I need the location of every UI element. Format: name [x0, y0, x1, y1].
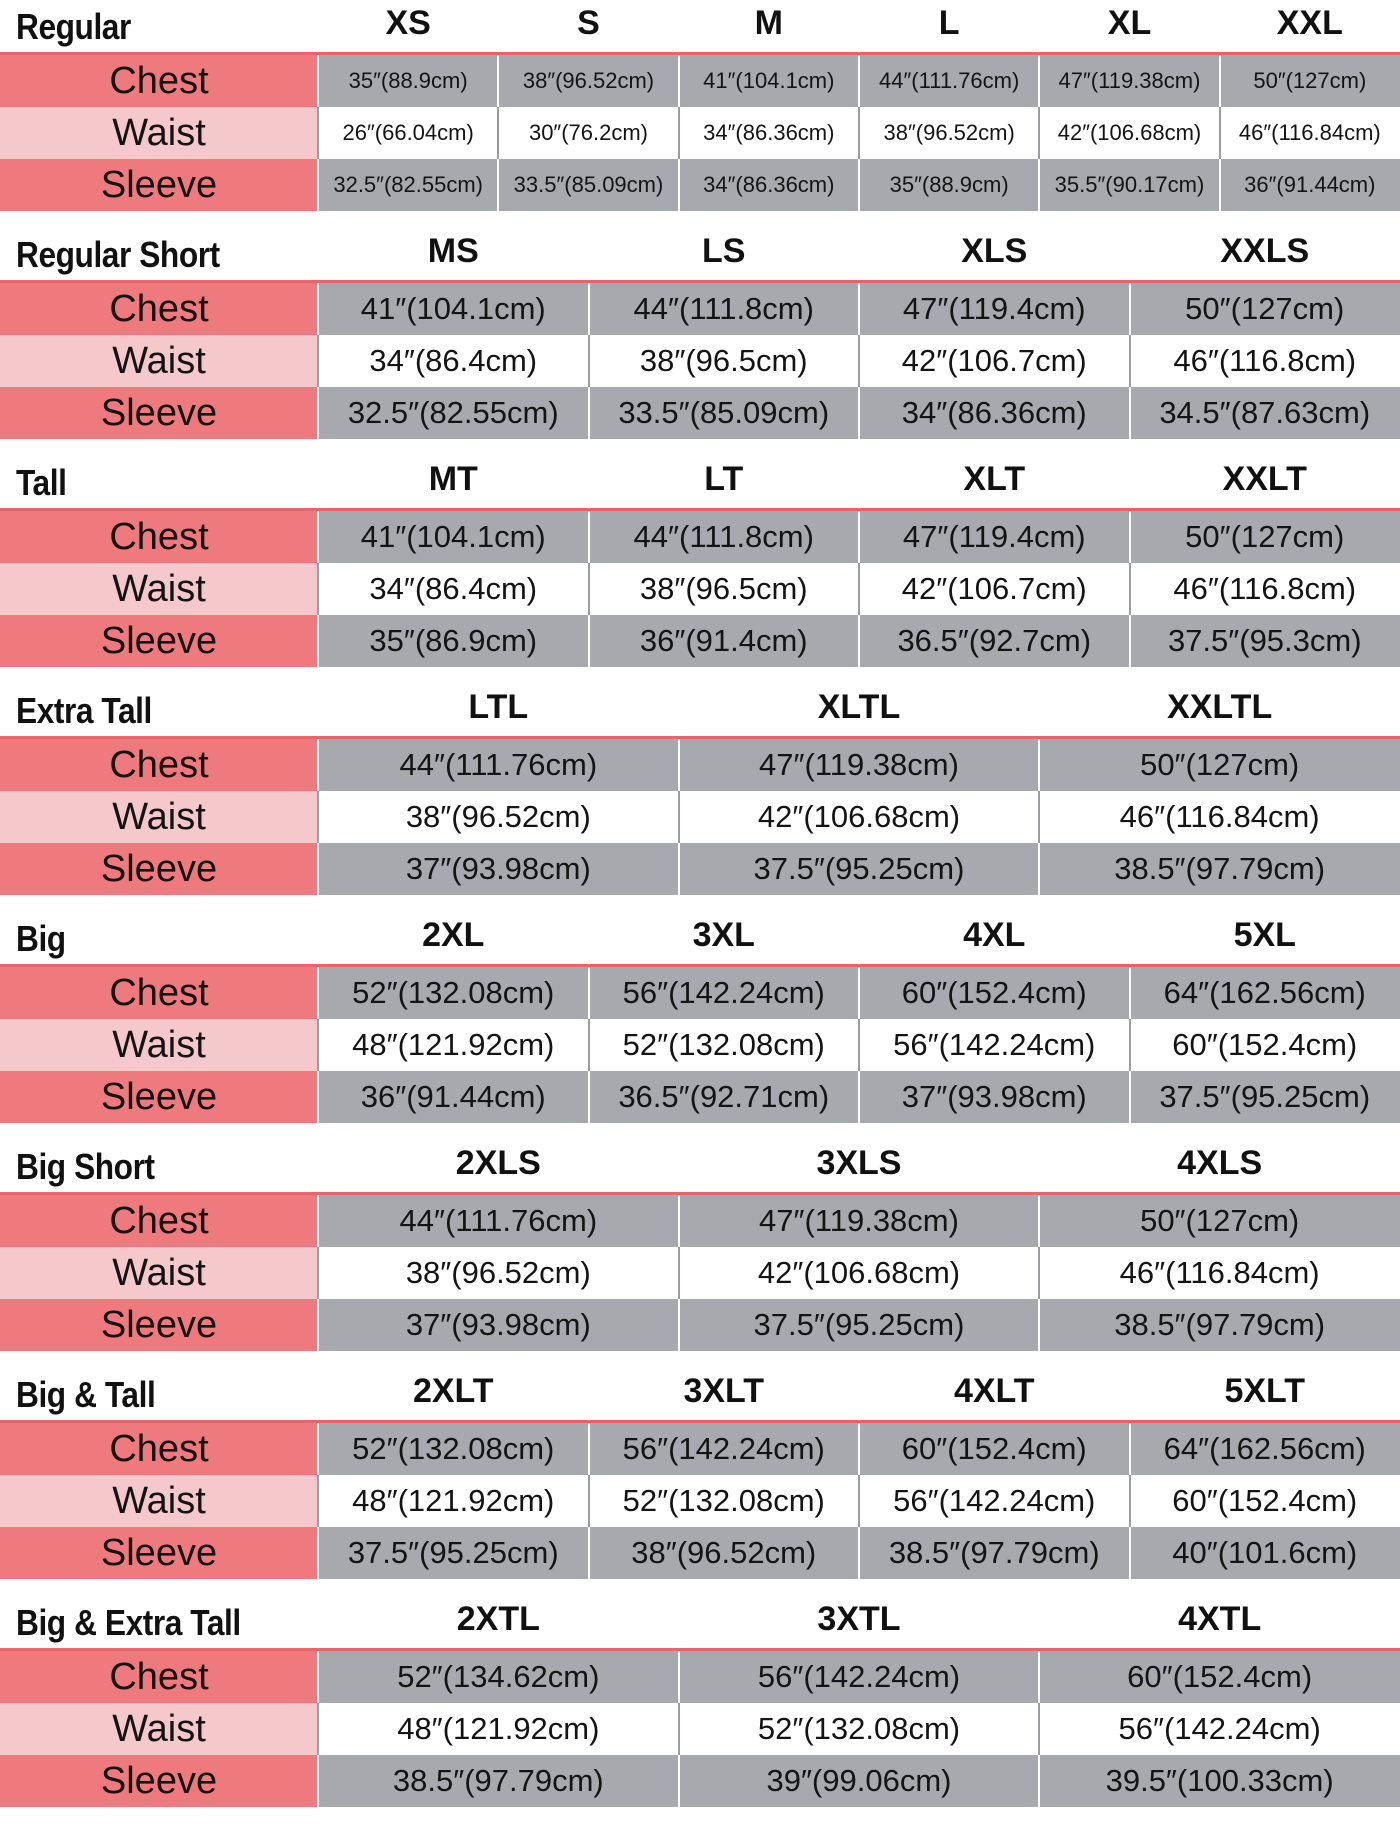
measurement-cell: 39.5″(100.33cm)	[1039, 1755, 1400, 1807]
column-divider	[317, 1195, 319, 1247]
column-divider	[1129, 1071, 1131, 1123]
measurement-cell: 44″(111.8cm)	[589, 283, 860, 335]
measurement-cell: 60″(152.4cm)	[859, 1423, 1130, 1475]
measurement-cell: 38″(96.5cm)	[589, 563, 860, 615]
measurement-cell: 47″(119.38cm)	[1039, 55, 1219, 107]
column-divider	[1129, 1527, 1131, 1579]
column-divider	[678, 159, 680, 211]
measure-row	[0, 1247, 1400, 1299]
column-divider	[317, 1651, 319, 1703]
row-label-sleeve: Sleeve	[0, 843, 318, 895]
column-divider	[1038, 1299, 1040, 1351]
column-divider	[317, 107, 319, 159]
size-section	[0, 228, 1400, 456]
column-divider	[678, 843, 680, 895]
row-label-sleeve: Sleeve	[0, 615, 318, 667]
measurement-cell: 47″(119.38cm)	[679, 1195, 1040, 1247]
column-divider	[317, 615, 319, 667]
column-divider	[317, 967, 319, 1019]
measurement-cell: 35″(88.9cm)	[318, 55, 498, 107]
section-header	[0, 912, 1400, 964]
measure-row	[0, 1299, 1400, 1351]
measurement-cell: 37.5″(95.25cm)	[318, 1527, 589, 1579]
size-header: XLTL	[679, 688, 1040, 727]
size-header: XXLT	[1130, 460, 1400, 499]
column-divider	[588, 335, 590, 387]
measurement-cell: 34″(86.4cm)	[318, 563, 589, 615]
column-divider	[588, 1423, 590, 1475]
measurement-cell: 52″(132.08cm)	[589, 1019, 860, 1071]
size-header: 4XLT	[859, 1372, 1130, 1411]
measure-row	[0, 335, 1400, 387]
size-header: 2XLS	[318, 1144, 679, 1183]
measurement-cell: 32.5″(82.55cm)	[318, 159, 498, 211]
row-label-waist: Waist	[0, 1247, 318, 1299]
size-header: L	[859, 4, 1039, 43]
measurement-cell: 56″(142.24cm)	[589, 967, 860, 1019]
measurement-cell: 37.5″(95.3cm)	[1130, 615, 1400, 667]
column-divider	[1038, 843, 1040, 895]
size-header: XS	[318, 4, 498, 43]
measurement-cell: 36″(91.44cm)	[1220, 159, 1400, 211]
measure-row	[0, 1423, 1400, 1475]
measurement-cell: 46″(116.84cm)	[1039, 1247, 1400, 1299]
column-divider	[858, 335, 860, 387]
column-divider	[1038, 107, 1040, 159]
measure-row	[0, 387, 1400, 439]
size-header: LS	[589, 232, 860, 271]
measurement-cell: 50″(127cm)	[1039, 1195, 1400, 1247]
column-divider	[678, 1703, 680, 1755]
column-divider	[858, 1475, 860, 1527]
category-title: Big & Extra Tall	[16, 1602, 241, 1644]
size-header: 4XLS	[1039, 1144, 1400, 1183]
measure-row	[0, 1071, 1400, 1123]
column-divider	[588, 967, 590, 1019]
measurement-cell: 37.5″(95.25cm)	[679, 1299, 1040, 1351]
column-divider	[317, 1527, 319, 1579]
measure-row	[0, 1527, 1400, 1579]
measure-row	[0, 967, 1400, 1019]
column-divider	[678, 1755, 680, 1807]
column-divider	[1038, 739, 1040, 791]
measurement-cell: 38″(96.5cm)	[589, 335, 860, 387]
measure-row	[0, 1755, 1400, 1807]
measurement-cell: 44″(111.76cm)	[318, 1195, 679, 1247]
category-title: Big & Tall	[16, 1374, 155, 1416]
column-divider	[678, 1195, 680, 1247]
column-divider	[317, 335, 319, 387]
column-divider	[317, 1019, 319, 1071]
row-label-waist: Waist	[0, 107, 318, 159]
column-divider	[858, 159, 860, 211]
measurement-cell: 41″(104.1cm)	[318, 511, 589, 563]
measurement-cell: 42″(106.7cm)	[859, 335, 1130, 387]
measurement-cell: 42″(106.7cm)	[859, 563, 1130, 615]
category-title: Tall	[16, 462, 66, 504]
column-divider	[588, 563, 590, 615]
column-divider	[588, 511, 590, 563]
size-header: XXL	[1220, 4, 1400, 43]
size-header: LTL	[318, 688, 679, 727]
category-title: Extra Tall	[16, 690, 152, 732]
measurement-cell: 38″(96.52cm)	[318, 1247, 679, 1299]
column-divider	[317, 1299, 319, 1351]
section-header	[0, 1368, 1400, 1420]
column-divider	[858, 1019, 860, 1071]
row-label-waist: Waist	[0, 1019, 318, 1071]
row-label-waist: Waist	[0, 335, 318, 387]
measure-row	[0, 1019, 1400, 1071]
row-label-sleeve: Sleeve	[0, 1755, 318, 1807]
column-divider	[1038, 1755, 1040, 1807]
measurement-cell: 38″(96.52cm)	[318, 791, 679, 843]
column-divider	[1129, 967, 1131, 1019]
row-label-sleeve: Sleeve	[0, 159, 318, 211]
measure-row	[0, 55, 1400, 107]
size-header: 4XL	[859, 916, 1130, 955]
column-divider	[858, 1071, 860, 1123]
size-header: 4XTL	[1039, 1600, 1400, 1639]
row-label-chest: Chest	[0, 967, 318, 1019]
measurement-cell: 34.5″(87.63cm)	[1130, 387, 1400, 439]
measurement-cell: 47″(119.4cm)	[859, 283, 1130, 335]
measurement-cell: 32.5″(82.55cm)	[318, 387, 589, 439]
size-header: 5XLT	[1130, 1372, 1400, 1411]
measurement-cell: 38″(96.52cm)	[498, 55, 678, 107]
measurement-cell: 37.5″(95.25cm)	[679, 843, 1040, 895]
measurement-cell: 52″(132.08cm)	[589, 1475, 860, 1527]
column-divider	[1038, 159, 1040, 211]
column-divider	[588, 387, 590, 439]
measurement-cell: 48″(121.92cm)	[318, 1019, 589, 1071]
column-divider	[317, 563, 319, 615]
measurement-cell: 56″(142.24cm)	[589, 1423, 860, 1475]
measurement-cell: 52″(134.62cm)	[318, 1651, 679, 1703]
column-divider	[1129, 1019, 1131, 1071]
measurement-cell: 35″(88.9cm)	[859, 159, 1039, 211]
size-section	[0, 0, 1400, 228]
measurement-cell: 30″(76.2cm)	[498, 107, 678, 159]
row-label-sleeve: Sleeve	[0, 1527, 318, 1579]
measurement-cell: 56″(142.24cm)	[679, 1651, 1040, 1703]
row-label-waist: Waist	[0, 1475, 318, 1527]
column-divider	[1038, 1651, 1040, 1703]
category-title: Regular	[16, 6, 131, 48]
row-label-chest: Chest	[0, 1651, 318, 1703]
category-title: Regular Short	[16, 234, 220, 276]
column-divider	[1129, 1423, 1131, 1475]
measurement-cell: 47″(119.4cm)	[859, 511, 1130, 563]
column-divider	[1129, 511, 1131, 563]
column-divider	[858, 563, 860, 615]
size-header: 3XTL	[679, 1600, 1040, 1639]
size-header: XXLTL	[1039, 688, 1400, 727]
size-header: 3XL	[589, 916, 860, 955]
measurement-cell: 34″(86.36cm)	[859, 387, 1130, 439]
column-divider	[858, 107, 860, 159]
measurement-cell: 34″(86.36cm)	[679, 159, 859, 211]
size-header: XLT	[859, 460, 1130, 499]
measurement-cell: 50″(127cm)	[1130, 511, 1400, 563]
column-divider	[678, 791, 680, 843]
column-divider	[858, 1527, 860, 1579]
column-divider	[678, 55, 680, 107]
size-header: 2XTL	[318, 1600, 679, 1639]
column-divider	[588, 1019, 590, 1071]
size-header: XL	[1039, 4, 1219, 43]
column-divider	[317, 1703, 319, 1755]
column-divider	[497, 107, 499, 159]
measurement-cell: 35.5″(90.17cm)	[1039, 159, 1219, 211]
column-divider	[858, 967, 860, 1019]
measurement-cell: 46″(116.8cm)	[1130, 335, 1400, 387]
row-label-sleeve: Sleeve	[0, 1071, 318, 1123]
measurement-cell: 56″(142.24cm)	[859, 1475, 1130, 1527]
row-label-waist: Waist	[0, 791, 318, 843]
row-label-chest: Chest	[0, 511, 318, 563]
section-header	[0, 1596, 1400, 1648]
measurement-cell: 37.5″(95.25cm)	[1130, 1071, 1400, 1123]
measurement-cell: 42″(106.68cm)	[1039, 107, 1219, 159]
measure-row	[0, 283, 1400, 335]
measurement-cell: 64″(162.56cm)	[1130, 967, 1400, 1019]
column-divider	[317, 1475, 319, 1527]
size-header: XXLS	[1130, 232, 1400, 271]
measurement-cell: 34″(86.36cm)	[679, 107, 859, 159]
measurement-cell: 34″(86.4cm)	[318, 335, 589, 387]
section-header	[0, 228, 1400, 280]
column-divider	[497, 159, 499, 211]
measurement-cell: 50″(127cm)	[1039, 739, 1400, 791]
size-header: MS	[318, 232, 589, 271]
column-divider	[588, 1071, 590, 1123]
measurement-cell: 37″(93.98cm)	[318, 1299, 679, 1351]
measure-row	[0, 107, 1400, 159]
size-header: LT	[589, 460, 860, 499]
column-divider	[588, 1475, 590, 1527]
measure-row	[0, 511, 1400, 563]
measurement-cell: 48″(121.92cm)	[318, 1703, 679, 1755]
measurement-cell: 37″(93.98cm)	[318, 843, 679, 895]
column-divider	[858, 387, 860, 439]
column-divider	[858, 511, 860, 563]
size-header: 3XLT	[589, 1372, 860, 1411]
row-label-sleeve: Sleeve	[0, 1299, 318, 1351]
size-header: 3XLS	[679, 1144, 1040, 1183]
measure-row	[0, 159, 1400, 211]
measurement-cell: 36″(91.44cm)	[318, 1071, 589, 1123]
column-divider	[497, 55, 499, 107]
column-divider	[1129, 387, 1131, 439]
section-header	[0, 456, 1400, 508]
measure-row	[0, 615, 1400, 667]
measurement-cell: 50″(127cm)	[1130, 283, 1400, 335]
measurement-cell: 46″(116.8cm)	[1130, 563, 1400, 615]
column-divider	[1219, 55, 1221, 107]
measurement-cell: 41″(104.1cm)	[318, 283, 589, 335]
measurement-cell: 52″(132.08cm)	[318, 1423, 589, 1475]
measurement-cell: 46″(116.84cm)	[1220, 107, 1400, 159]
measurement-cell: 38″(96.52cm)	[589, 1527, 860, 1579]
column-divider	[1038, 55, 1040, 107]
column-divider	[317, 1247, 319, 1299]
measurement-cell: 40″(101.6cm)	[1130, 1527, 1400, 1579]
measurement-cell: 26″(66.04cm)	[318, 107, 498, 159]
column-divider	[1129, 563, 1131, 615]
column-divider	[1129, 283, 1131, 335]
size-header: 2XL	[318, 916, 589, 955]
measurement-cell: 44″(111.76cm)	[859, 55, 1039, 107]
measurement-cell: 38.5″(97.79cm)	[859, 1527, 1130, 1579]
column-divider	[678, 107, 680, 159]
measurement-cell: 44″(111.8cm)	[589, 511, 860, 563]
measurement-cell: 50″(127cm)	[1220, 55, 1400, 107]
size-header: MT	[318, 460, 589, 499]
column-divider	[317, 55, 319, 107]
column-divider	[317, 1423, 319, 1475]
column-divider	[678, 1651, 680, 1703]
size-section	[0, 1596, 1400, 1824]
column-divider	[588, 615, 590, 667]
measurement-cell: 64″(162.56cm)	[1130, 1423, 1400, 1475]
column-divider	[678, 1299, 680, 1351]
measurement-cell: 42″(106.68cm)	[679, 1247, 1040, 1299]
column-divider	[588, 1527, 590, 1579]
measurement-cell: 35″(86.9cm)	[318, 615, 589, 667]
column-divider	[1038, 1247, 1040, 1299]
measurement-cell: 37″(93.98cm)	[859, 1071, 1130, 1123]
column-divider	[858, 55, 860, 107]
measurement-cell: 60″(152.4cm)	[859, 967, 1130, 1019]
measurement-cell: 52″(132.08cm)	[318, 967, 589, 1019]
measurement-cell: 38″(96.52cm)	[859, 107, 1039, 159]
row-label-sleeve: Sleeve	[0, 387, 318, 439]
row-label-chest: Chest	[0, 1423, 318, 1475]
size-header: XLS	[859, 232, 1130, 271]
column-divider	[858, 615, 860, 667]
row-label-waist: Waist	[0, 1703, 318, 1755]
measurement-cell: 36.5″(92.7cm)	[859, 615, 1130, 667]
column-divider	[858, 283, 860, 335]
column-divider	[1129, 1475, 1131, 1527]
section-header	[0, 0, 1400, 52]
column-divider	[1038, 1703, 1040, 1755]
measurement-cell: 48″(121.92cm)	[318, 1475, 589, 1527]
measure-row	[0, 1475, 1400, 1527]
column-divider	[317, 843, 319, 895]
measure-row	[0, 1703, 1400, 1755]
measure-row	[0, 1195, 1400, 1247]
measurement-cell: 33.5″(85.09cm)	[498, 159, 678, 211]
measurement-cell: 60″(152.4cm)	[1039, 1651, 1400, 1703]
size-section	[0, 1368, 1400, 1596]
column-divider	[317, 283, 319, 335]
measurement-cell: 41″(104.1cm)	[679, 55, 859, 107]
measurement-cell: 46″(116.84cm)	[1039, 791, 1400, 843]
column-divider	[1038, 791, 1040, 843]
size-section	[0, 1140, 1400, 1368]
column-divider	[317, 1755, 319, 1807]
column-divider	[317, 511, 319, 563]
measurement-cell: 39″(99.06cm)	[679, 1755, 1040, 1807]
measure-row	[0, 843, 1400, 895]
size-section	[0, 456, 1400, 684]
measurement-cell: 56″(142.24cm)	[859, 1019, 1130, 1071]
column-divider	[1219, 107, 1221, 159]
measure-row	[0, 563, 1400, 615]
size-section	[0, 684, 1400, 912]
measure-row	[0, 791, 1400, 843]
measurement-cell: 44″(111.76cm)	[318, 739, 679, 791]
column-divider	[678, 739, 680, 791]
category-title: Big	[16, 918, 66, 960]
measurement-cell: 38.5″(97.79cm)	[1039, 843, 1400, 895]
measurement-cell: 42″(106.68cm)	[679, 791, 1040, 843]
column-divider	[1219, 159, 1221, 211]
column-divider	[588, 283, 590, 335]
measurement-cell: 36″(91.4cm)	[589, 615, 860, 667]
column-divider	[678, 1247, 680, 1299]
column-divider	[317, 1071, 319, 1123]
measure-row	[0, 739, 1400, 791]
measurement-cell: 36.5″(92.71cm)	[589, 1071, 860, 1123]
section-header	[0, 684, 1400, 736]
column-divider	[1038, 1195, 1040, 1247]
row-label-chest: Chest	[0, 55, 318, 107]
column-divider	[317, 739, 319, 791]
measurement-cell: 56″(142.24cm)	[1039, 1703, 1400, 1755]
size-header: M	[679, 4, 859, 43]
measure-row	[0, 1651, 1400, 1703]
category-title: Big Short	[16, 1146, 155, 1188]
size-header: S	[498, 4, 678, 43]
size-section	[0, 912, 1400, 1140]
section-header	[0, 1140, 1400, 1192]
measurement-cell: 38.5″(97.79cm)	[318, 1755, 679, 1807]
size-header: 5XL	[1130, 916, 1400, 955]
measurement-cell: 60″(152.4cm)	[1130, 1475, 1400, 1527]
row-label-waist: Waist	[0, 563, 318, 615]
column-divider	[1129, 335, 1131, 387]
column-divider	[317, 159, 319, 211]
row-label-chest: Chest	[0, 283, 318, 335]
row-label-chest: Chest	[0, 1195, 318, 1247]
row-label-chest: Chest	[0, 739, 318, 791]
column-divider	[858, 1423, 860, 1475]
measurement-cell: 38.5″(97.79cm)	[1039, 1299, 1400, 1351]
measurement-cell: 33.5″(85.09cm)	[589, 387, 860, 439]
measurement-cell: 47″(119.38cm)	[679, 739, 1040, 791]
column-divider	[317, 387, 319, 439]
measurement-cell: 52″(132.08cm)	[679, 1703, 1040, 1755]
size-header: 2XLT	[318, 1372, 589, 1411]
column-divider	[317, 791, 319, 843]
column-divider	[1129, 615, 1131, 667]
measurement-cell: 60″(152.4cm)	[1130, 1019, 1400, 1071]
